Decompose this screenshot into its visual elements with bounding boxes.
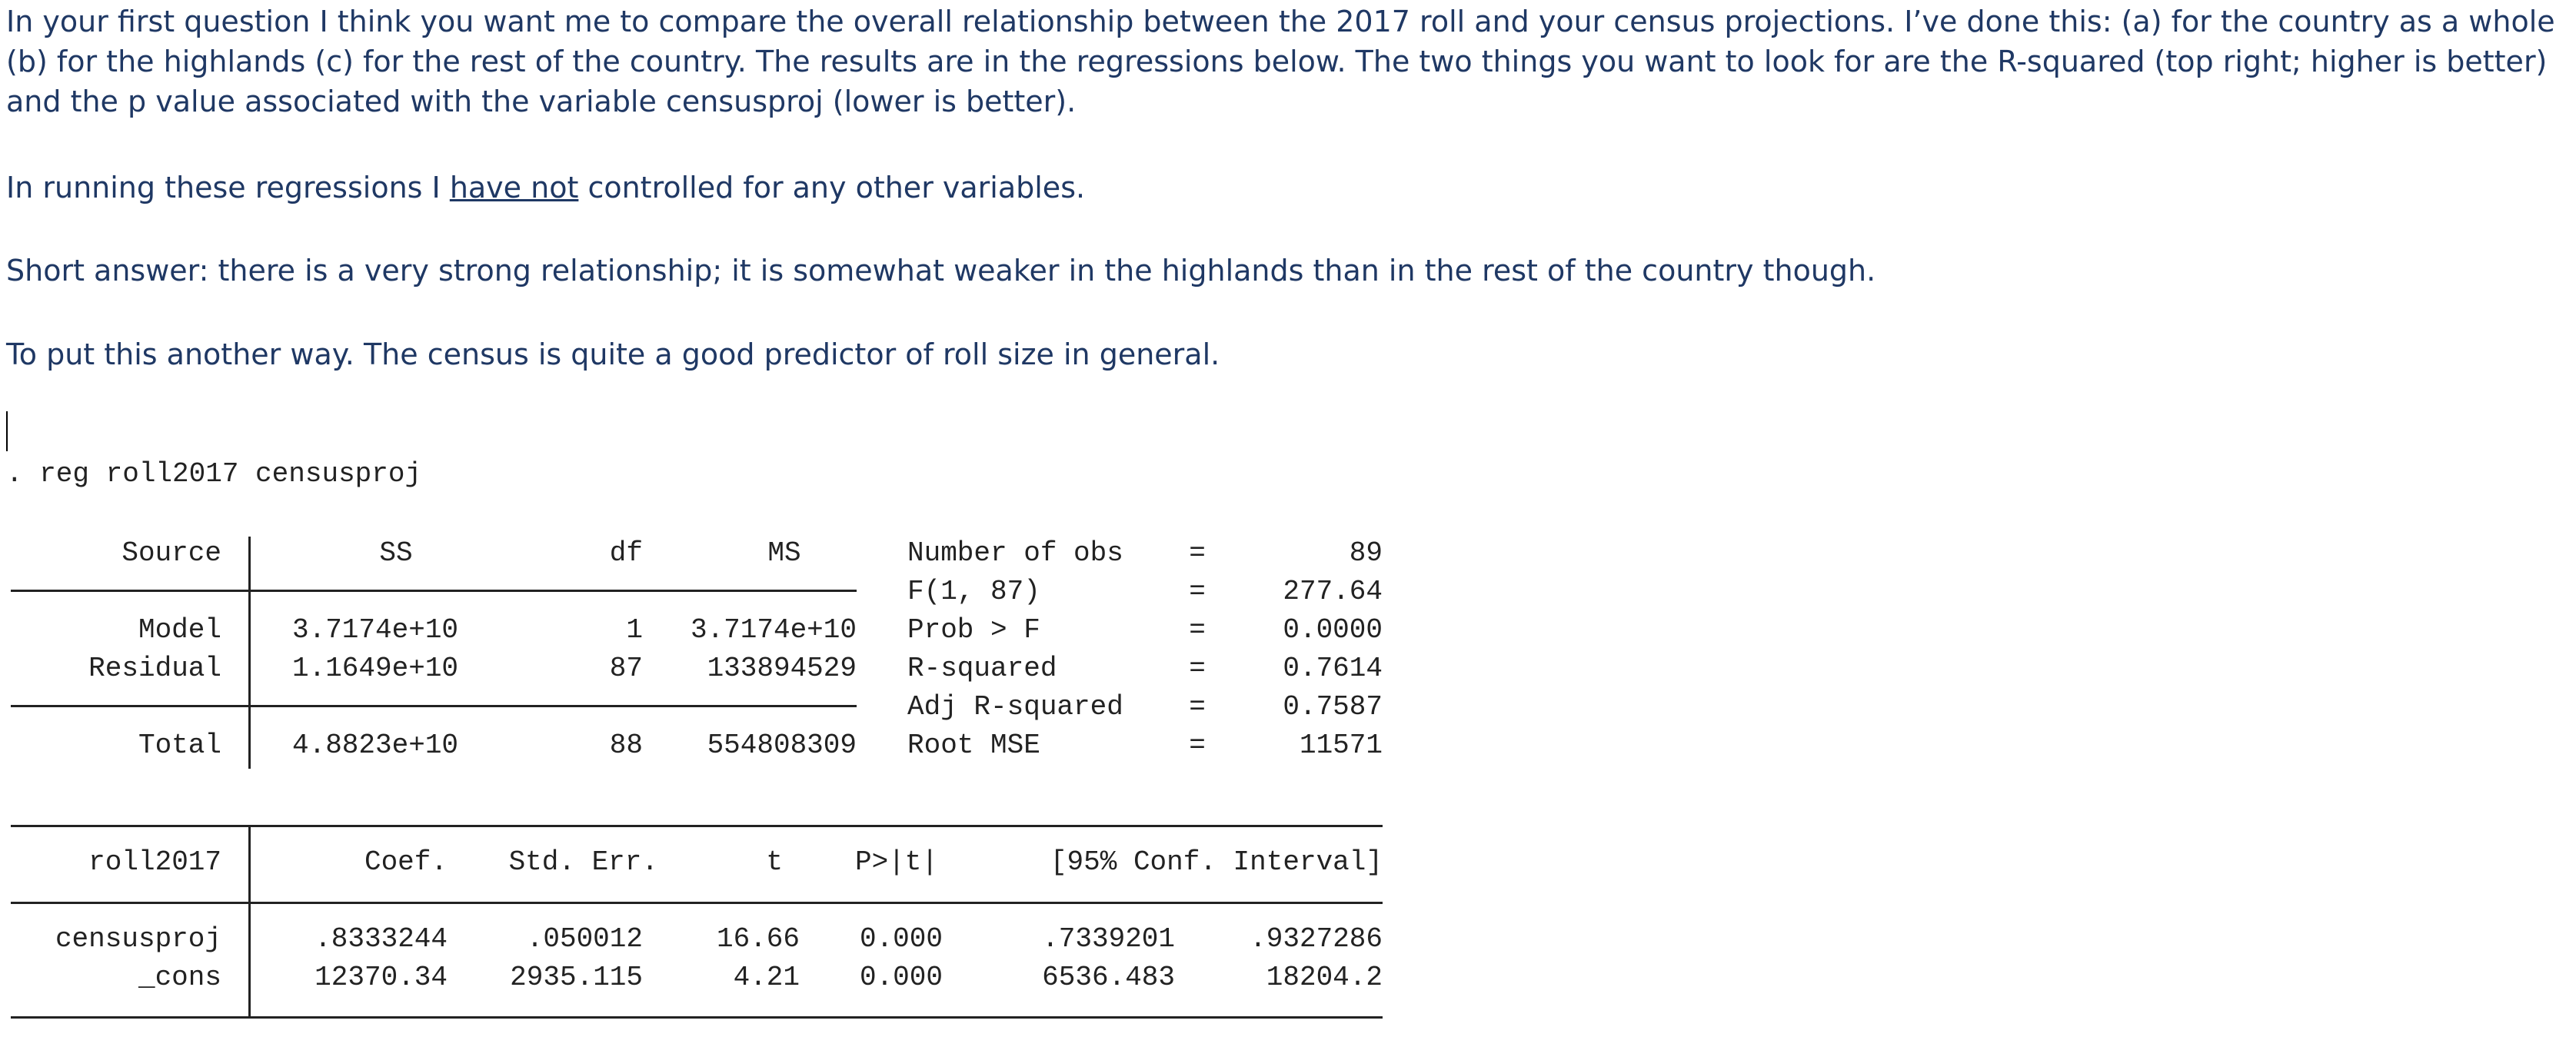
stat-equals: = bbox=[1189, 691, 1206, 723]
anova-row-ss: 3.7174e+10 bbox=[292, 614, 459, 646]
coef-vertical-rule bbox=[248, 825, 251, 1019]
coef-row-coef: 12370.34 bbox=[315, 962, 448, 993]
stat-label: Prob > F bbox=[907, 614, 1040, 646]
coef-header-dependent: roll2017 bbox=[88, 846, 221, 878]
stat-label: Number of obs bbox=[907, 537, 1123, 569]
coef-row-p: 0.000 bbox=[859, 962, 943, 993]
stat-label: Root MSE bbox=[907, 730, 1040, 761]
coef-rule bbox=[11, 902, 1383, 904]
anova-rule bbox=[11, 590, 857, 592]
stat-equals: = bbox=[1189, 537, 1206, 569]
anova-header-ss: SS bbox=[379, 537, 413, 569]
short-answer-paragraph: Short answer: there is a very strong relationship; it is somewhat weaker in the highlands than in the rest of the country though. bbox=[6, 254, 1876, 288]
coef-header-se: Std. Err. bbox=[508, 846, 658, 878]
stat-value: 11571 bbox=[1299, 730, 1383, 761]
coef-rule bbox=[11, 825, 1383, 827]
summary-paragraph: To put this another way. The census is quite a good predictor of roll size in general. bbox=[6, 337, 1220, 371]
text-cursor bbox=[6, 411, 8, 451]
coef-header-coef: Coef. bbox=[364, 846, 448, 878]
anova-header-df: df bbox=[609, 537, 643, 569]
intro-paragraph: In your first question I think you want me to compare the overall relationship between the 2017 roll and your census projections. I’ve done this: (a) for the country as a whole (b) for the highlands (c) for the rest of the country. The results are in the regressions below. The two things you want to look for are the R-squared (top right; higher is better) and the p value associated with the variable censusproj (lower is better). bbox=[6, 5, 2555, 118]
anova-row-ms: 3.7174e+10 bbox=[690, 614, 857, 646]
coef-row-ci-high: 18204.2 bbox=[1266, 962, 1383, 993]
controls-paragraph bbox=[6, 168, 2563, 208]
coef-header-t: t bbox=[766, 846, 783, 878]
coef-row-t: 4.21 bbox=[733, 962, 800, 993]
anova-row-ss: 4.8823e+10 bbox=[292, 730, 459, 761]
coef-rule bbox=[11, 1016, 1383, 1019]
coef-row-coef: .8333244 bbox=[315, 923, 448, 955]
anova-row-ms: 133894529 bbox=[707, 653, 857, 684]
stat-value: 0.7587 bbox=[1283, 691, 1383, 723]
stata-command: . reg roll2017 censusproj bbox=[6, 458, 422, 490]
coef-row-variable: censusproj bbox=[55, 923, 221, 955]
stat-value: 0.7614 bbox=[1283, 653, 1383, 684]
coef-header-p: P>|t| bbox=[854, 846, 938, 878]
anova-rule bbox=[11, 705, 857, 707]
coef-row-p: 0.000 bbox=[859, 923, 943, 955]
anova-row-label: Total bbox=[138, 730, 221, 761]
anova-header-ms: MS bbox=[767, 537, 801, 569]
coef-row-ci-low: 6536.483 bbox=[1042, 962, 1175, 993]
stat-equals: = bbox=[1189, 614, 1206, 646]
stat-label: F(1, 87) bbox=[907, 576, 1040, 607]
coef-row-se: .050012 bbox=[526, 923, 643, 955]
stat-value: 89 bbox=[1349, 537, 1383, 569]
anova-row-ss: 1.1649e+10 bbox=[292, 653, 459, 684]
stat-equals: = bbox=[1189, 576, 1206, 607]
coef-row-ci-high: .9327286 bbox=[1250, 923, 1383, 955]
underlined-emphasis: have not bbox=[449, 171, 579, 204]
coef-row-t: 16.66 bbox=[716, 923, 800, 955]
stat-value: 0.0000 bbox=[1283, 614, 1383, 646]
anova-row-label: Model bbox=[138, 614, 221, 646]
anova-header-source: Source bbox=[121, 537, 221, 569]
anova-row-ms: 554808309 bbox=[707, 730, 857, 761]
stat-label: Adj R-squared bbox=[907, 691, 1123, 723]
coef-row-se: 2935.115 bbox=[510, 962, 643, 993]
coef-row-ci-low: .7339201 bbox=[1042, 923, 1175, 955]
anova-vertical-rule bbox=[248, 537, 251, 769]
controls-text-pre: In running these regressions I bbox=[6, 171, 450, 204]
coef-row-variable: _cons bbox=[138, 962, 221, 993]
anova-row-df: 1 bbox=[626, 614, 643, 646]
stat-equals: = bbox=[1189, 730, 1206, 761]
stat-value: 277.64 bbox=[1283, 576, 1383, 607]
stat-label: R-squared bbox=[907, 653, 1057, 684]
anova-row-df: 87 bbox=[609, 653, 643, 684]
anova-row-label: Residual bbox=[88, 653, 221, 684]
controls-text-post: controlled for any other variables. bbox=[578, 171, 1086, 204]
anova-row-df: 88 bbox=[609, 730, 643, 761]
coef-header-ci: [95% Conf. Interval] bbox=[1050, 846, 1383, 878]
stat-equals: = bbox=[1189, 653, 1206, 684]
